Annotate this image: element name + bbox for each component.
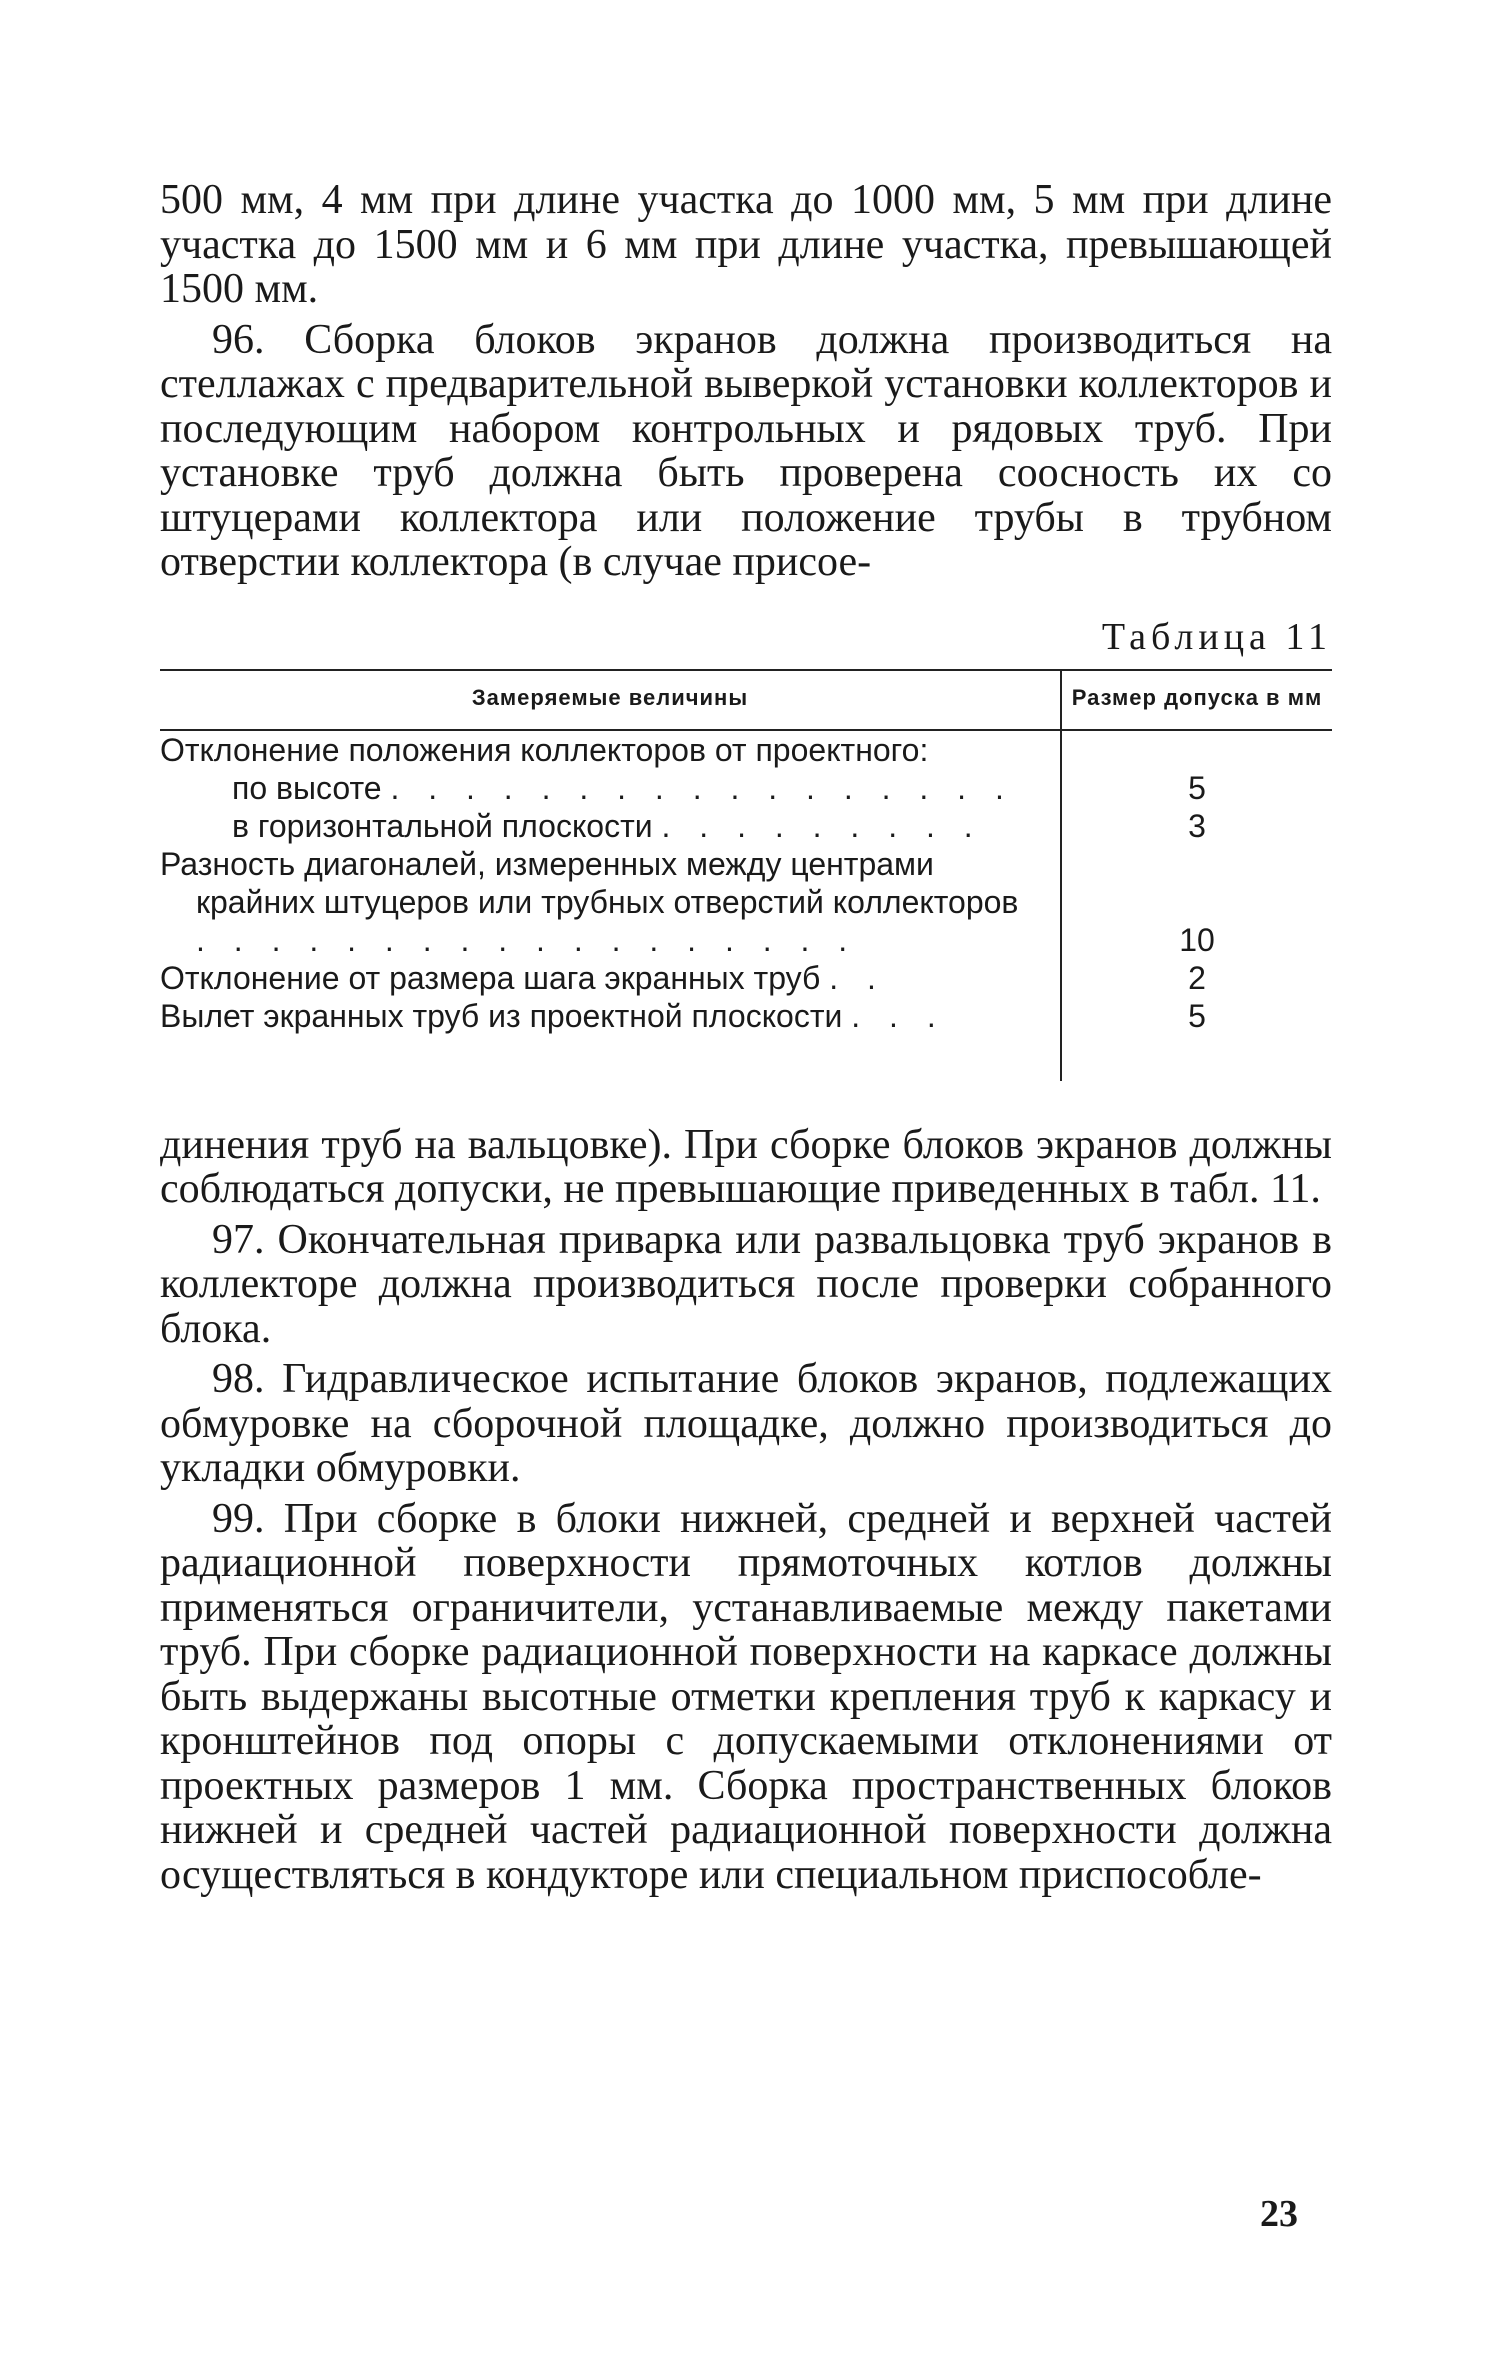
table-caption: Таблица 11 bbox=[1101, 615, 1332, 658]
row-label: Разность диагоналей, измеренных между центрами крайних штуцеров или трубных отверстий коллекторов bbox=[160, 845, 1019, 920]
table-row bbox=[160, 769, 1332, 807]
row-value: 5 bbox=[1188, 997, 1206, 1034]
paragraph-98: 98. Гидравлическое испытание блоков экранов, подлежащих обмуровке на сборочной площадке, должно производиться до укладки обмуровки. bbox=[160, 1356, 1332, 1491]
row-value bbox=[1061, 730, 1332, 769]
paragraph-96: 96. Сборка блоков экранов должна производиться на стеллажах с предварительной выверкой установки коллекторов и последующим набором контрольных и рядовых труб. При установке труб должна быть проверена соосность их со штуцерами коллектора или положение трубы в трубном отверстии коллектора (в случае присое- bbox=[160, 316, 1332, 585]
row-label: Вылет экранных труб из проектной плоскости bbox=[160, 997, 843, 1034]
row-value: 5 bbox=[1188, 769, 1206, 806]
row-label: в горизонтальной плоскости bbox=[232, 807, 653, 844]
header-tolerance: Размер допуска в мм bbox=[1061, 670, 1332, 730]
table-row bbox=[160, 730, 1332, 769]
table-row bbox=[160, 845, 1332, 959]
body-text-after-table bbox=[160, 1123, 1332, 1898]
paragraph-97: 97. Окончательная приварка или развальцовка труб экранов в коллекторе должна производиться после проверки собранного блока. bbox=[160, 1216, 1332, 1352]
row-value: 10 bbox=[1179, 921, 1215, 958]
table-row bbox=[160, 997, 1332, 1035]
table-row bbox=[160, 807, 1332, 845]
leader-dots: . . . . . . . . . . . . . . . . . bbox=[390, 769, 1014, 806]
paragraph-continued-2: динения труб на вальцовке). При сборке блоков экранов должны соблюдаться допуски, не превышающие приведенных в табл. 11. bbox=[160, 1121, 1332, 1212]
row-value: 2 bbox=[1188, 959, 1206, 996]
page-body bbox=[160, 178, 1332, 1897]
row-label: Отклонение от размера шага экранных труб bbox=[160, 959, 821, 996]
leader-dots: . . . bbox=[851, 997, 946, 1034]
header-measured-quantities: Замеряемые величины bbox=[160, 670, 1061, 730]
tolerance-table bbox=[160, 669, 1332, 1081]
table-header-row bbox=[160, 670, 1332, 730]
row-label: Отклонение положения коллекторов от проектного: bbox=[160, 731, 929, 768]
row-value: 3 bbox=[1188, 807, 1206, 844]
row-label: по высоте bbox=[232, 769, 382, 806]
paragraph-continued: 500 мм, 4 мм при длине участка до 1000 мм, 5 мм при длине участка до 1500 мм и 6 мм при длине участка, превышающей 1500 мм. bbox=[160, 177, 1332, 312]
leader-dots: . . . . . . . . . bbox=[661, 807, 983, 844]
table-row bbox=[160, 959, 1332, 997]
paragraph-99: 99. При сборке в блоки нижней, средней и верхней частей радиационной поверхности прямоточных котлов должны применяться ограничители, устанавливаемые между пакетами труб. При сборке радиационной поверхности на каркасе должны быть выдержаны высотные отметки крепления труб к каркасу и кронштейнов под опоры с допускаемыми отклонениями от проектных размеров 1 мм. Сборка пространственных блоков нижней и средней частей радиационной поверхности должна осуществляться в кондукторе или специальном приспособле- bbox=[160, 1495, 1332, 1898]
page-number: 23 bbox=[1260, 2193, 1298, 2235]
leader-dots: . . bbox=[829, 959, 886, 996]
leader-dots: . . . . . . . . . . . . . . . . . . bbox=[196, 921, 858, 958]
